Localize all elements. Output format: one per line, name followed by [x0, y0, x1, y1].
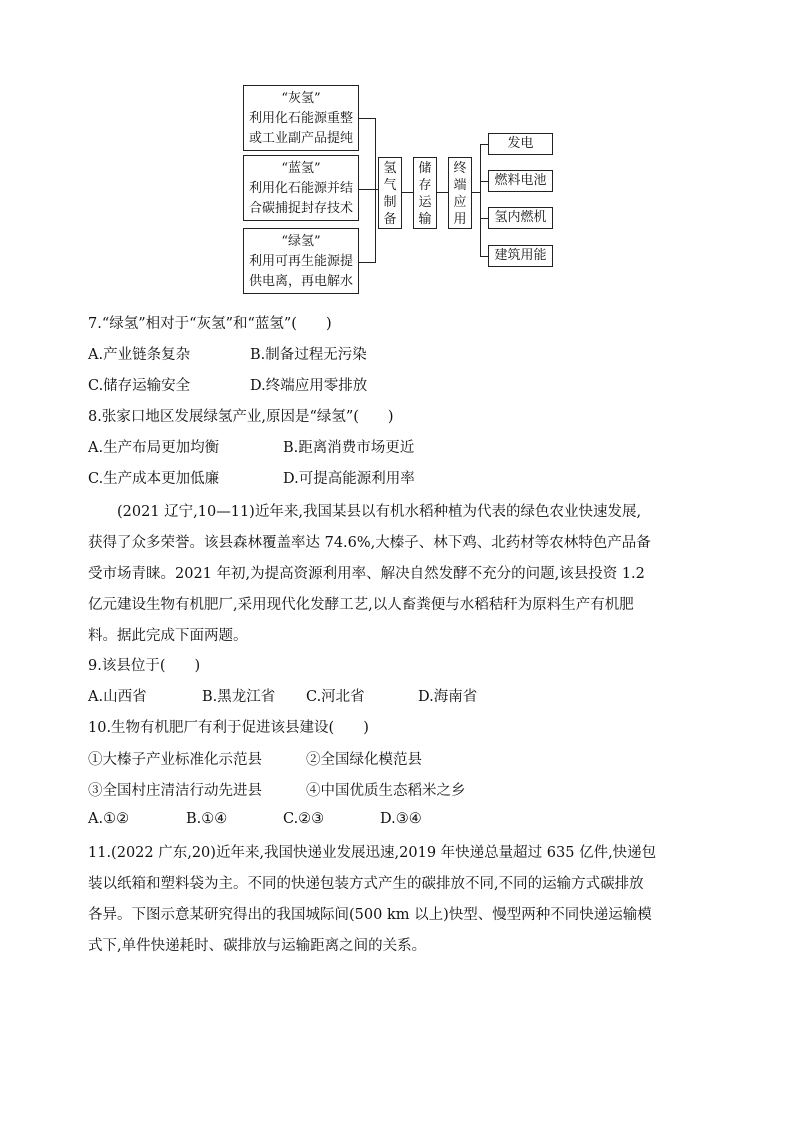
- q10-option-b: B.①④: [186, 811, 228, 827]
- stage-char: 备: [383, 212, 397, 227]
- stage-char: 运: [418, 195, 432, 210]
- stage-char: 氢: [383, 161, 397, 176]
- source-name: “灰氢”: [281, 91, 321, 106]
- stage-char: 储: [418, 161, 432, 176]
- stage-char: 应: [453, 195, 467, 210]
- q10-option-d: D.③④: [380, 811, 422, 827]
- stage-char: 输: [418, 212, 432, 227]
- source-desc: 利用化石能源重整: [248, 111, 353, 126]
- app-hydrogen-engine: 氢内燃机: [488, 207, 553, 229]
- end-use-box: [448, 157, 472, 229]
- passage-line: 受市场青睐。2021 年初,为提高资源利用率、解决自然发酵不充分的问题,该县投资 1.2: [88, 566, 645, 582]
- q8-option-a: A.生产布局更加均衡: [88, 440, 220, 456]
- q7-option-a: A.产业链条复杂: [88, 347, 191, 363]
- question-11-line: 式下,单件快递耗时、碳排放与运输距离之间的关系。: [88, 938, 427, 954]
- q8-option-c: C.生产成本更加低廉: [88, 471, 220, 487]
- q7-option-c: C.储存运输安全: [88, 378, 191, 394]
- blue-hydrogen-box: [243, 155, 359, 221]
- source-desc: 合碳捕捉封存技术: [248, 201, 353, 216]
- q10-item-2: ②全国绿化模范县: [306, 752, 422, 768]
- grey-hydrogen-box: [243, 85, 359, 151]
- stage-char: 存: [418, 178, 432, 193]
- passage-liaoning: [88, 497, 708, 652]
- question-9-stem: 9.该县位于( ): [88, 658, 201, 674]
- q9-option-b: B.黑龙江省: [202, 689, 276, 705]
- q10-item-1: ①大榛子产业标准化示范县: [88, 752, 262, 768]
- hydrogen-flow-diagram: [0, 0, 794, 300]
- question-11-line: 11.(2022 广东,20)近年来,我国快递业发展迅速,2019 年快递总量超过 635 亿件,快递包: [88, 845, 657, 861]
- q8-option-b: B.距离消费市场更近: [283, 440, 415, 456]
- question-10-stem: 10.生物有机肥厂有利于促进该县建设( ): [88, 720, 369, 736]
- hydrogen-production-box: [378, 157, 402, 229]
- passage-line: 获得了众多荣誉。该县森林覆盖率达 74.6%,大榛子、林下鸡、北药材等农林特色产品备: [88, 535, 651, 551]
- source-name: “绿氢”: [281, 234, 321, 249]
- q9-option-c: C.河北省: [306, 689, 365, 705]
- q9-option-a: A.山西省: [88, 689, 147, 705]
- stage-char: 终: [453, 161, 467, 176]
- q8-option-d: D.可提高能源利用率: [283, 471, 415, 487]
- q10-item-4: ④中国优质生态稻米之乡: [306, 783, 466, 799]
- stage-char: 气: [383, 178, 397, 193]
- stage-char: 用: [453, 212, 467, 227]
- passage-line: 料。据此完成下面两题。: [88, 628, 248, 644]
- q10-item-3: ③全国村庄清洁行动先进县: [88, 783, 262, 799]
- q10-option-a: A.①②: [88, 811, 130, 827]
- source-desc: 供电离，再电解水: [248, 274, 353, 289]
- storage-transport-box: [413, 157, 437, 229]
- question-11: [88, 838, 708, 962]
- question-11-line: 装以纸箱和塑料袋为主。不同的快递包装方式产生的碳排放不同,不同的运输方式碳排放: [88, 876, 644, 892]
- source-desc: 或工业副产品提纯: [248, 131, 353, 146]
- stage-char: 制: [383, 195, 397, 210]
- q7-option-d: D.终端应用零排放: [250, 378, 368, 394]
- source-desc: 利用化石能源并结: [248, 181, 353, 196]
- q9-option-d: D.海南省: [418, 689, 478, 705]
- q10-option-c: C.②③: [283, 811, 325, 827]
- source-name: “蓝氢”: [281, 161, 321, 176]
- question-11-line: 各异。下图示意某研究得出的我国城际间(500 km 以上)快型、慢型两种不同快递运输模: [88, 907, 652, 923]
- question-8-stem: 8.张家口地区发展绿氢产业,原因是“绿氢”( ): [88, 409, 394, 425]
- passage-line: (2021 辽宁,10—11)近年来,我国某县以有机水稻种植为代表的绿色农业快速发展,: [88, 504, 642, 520]
- app-building-energy: 建筑用能: [488, 245, 553, 267]
- passage-line: 亿元建设生物有机肥厂,采用现代化发酵工艺,以人畜粪便与水稻秸秆为原料生产有机肥: [88, 597, 634, 613]
- app-power-generation: 发电: [488, 133, 553, 155]
- green-hydrogen-box: [243, 228, 359, 294]
- question-7-stem: 7.“绿氢”相对于“灰氢”和“蓝氢”( ): [88, 316, 332, 332]
- app-fuel-cell: 燃料电池: [488, 170, 553, 192]
- stage-char: 端: [453, 178, 467, 193]
- source-desc: 利用可再生能源提: [248, 254, 353, 269]
- q7-option-b: B.制备过程无污染: [250, 347, 367, 363]
